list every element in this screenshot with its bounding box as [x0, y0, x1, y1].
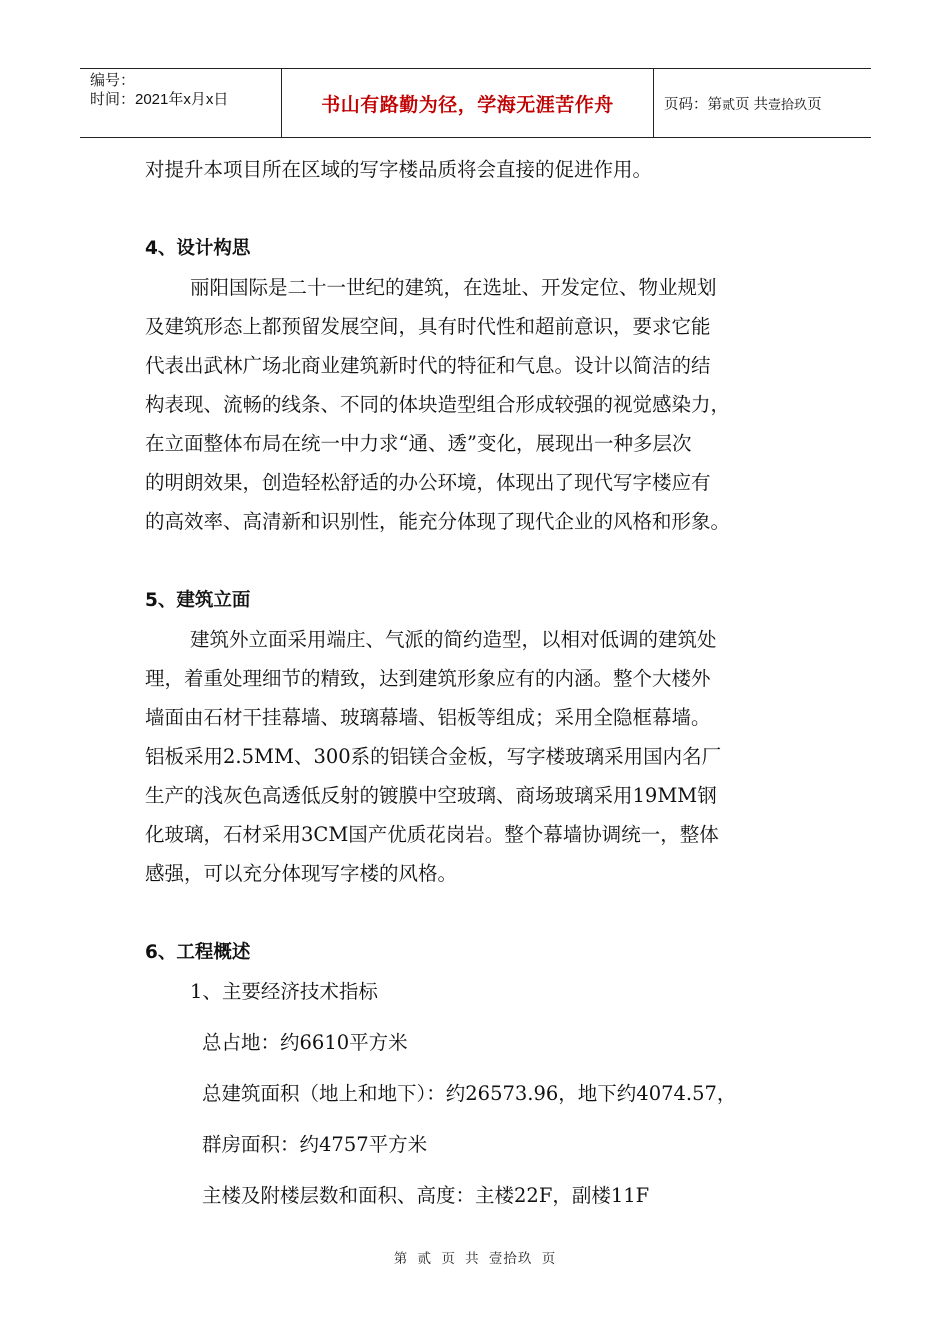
- page-mid: 页 共: [735, 96, 769, 113]
- paragraph-line: 的明朗效果，创造轻松舒适的办公环境，体现出了现代写字楼应有: [145, 471, 711, 494]
- intro-paragraph: 对提升本项目所在区域的写字楼品质将会直接的促进作用。: [145, 158, 653, 181]
- document-body: [145, 150, 815, 1215]
- document-date: 时间：2021年x月x日: [90, 91, 229, 108]
- paragraph-line: 理，着重处理细节的精致，达到建筑形象应有的内涵。整个大楼外: [145, 667, 711, 690]
- paragraph-line: 生产的浅灰色高透低反射的镀膜中空玻璃、商场玻璃采用19MM钢: [145, 784, 717, 807]
- indicator-item: 总建筑面积（地上和地下）：约26573.96，地下约4074.57，: [202, 1082, 737, 1105]
- sub-heading-indicators: 1、主要经济技术指标: [190, 980, 378, 1003]
- section-heading-design: 4、设计构思: [145, 238, 251, 259]
- paragraph-line: 构表现、流畅的线条、不同的体块造型组合形成较强的视觉感染力，: [145, 393, 731, 416]
- indicator-item: 总占地：约6610平方米: [202, 1031, 408, 1054]
- header-meta: [80, 69, 282, 137]
- paragraph-line: 墙面由石材干挂幕墙、玻璃幕墙、铝板等组成；采用全隐框幕墙。: [145, 706, 711, 729]
- paragraph-line: 建筑外立面采用端庄、气派的简约造型，以相对低调的建筑处: [190, 628, 717, 651]
- paragraph-line: 及建筑形态上都预留发展空间，具有时代性和超前意识，要求它能: [145, 315, 711, 338]
- section-heading-facade: 5、建筑立面: [145, 590, 251, 611]
- indicator-item: 群房面积：约4757平方米: [202, 1133, 428, 1156]
- header-page-number: [654, 69, 871, 137]
- paragraph-line: 化玻璃，石材采用3CM国产优质花岗岩。整个幕墙协调统一，整体: [145, 823, 719, 846]
- page-total: 壹拾玖: [768, 96, 808, 112]
- paragraph-line: 铝板采用2.5MM、300系的铝镁合金板，写字楼玻璃采用国内名厂: [145, 745, 722, 768]
- header-motto: 书山有路勤为径，学海无涯苦作舟: [282, 69, 654, 137]
- paragraph-line: 代表出武林广场北商业建筑新时代的特征和气息。设计以简洁的结: [145, 354, 711, 377]
- document-number-label: 编号：: [90, 72, 136, 89]
- section-facade-paragraph: [145, 620, 815, 893]
- indicator-item: 主楼及附楼层数和面积、高度：主楼22F，副楼11F: [202, 1184, 650, 1207]
- page-suffix: 页: [807, 96, 822, 113]
- paragraph-line: 在立面整体布局在统一中力求“通、透”变化，展现出一种多层次: [145, 432, 692, 455]
- section-design-paragraph: [145, 268, 815, 541]
- paragraph-line: 感强，可以充分体现写字楼的风格。: [145, 862, 458, 885]
- page-header: [80, 68, 871, 138]
- page-prefix: 页码：第: [664, 96, 722, 113]
- page-footer: 第 贰 页 共 壹拾玖 页: [393, 1251, 557, 1267]
- page-current: 贰: [722, 96, 736, 112]
- paragraph-line: 丽阳国际是二十一世纪的建筑，在选址、开发定位、物业规划: [190, 276, 717, 299]
- paragraph-line: 的高效率、高清新和识别性，能充分体现了现代企业的风格和形象。: [145, 510, 731, 533]
- section-heading-overview: 6、工程概述: [145, 942, 251, 963]
